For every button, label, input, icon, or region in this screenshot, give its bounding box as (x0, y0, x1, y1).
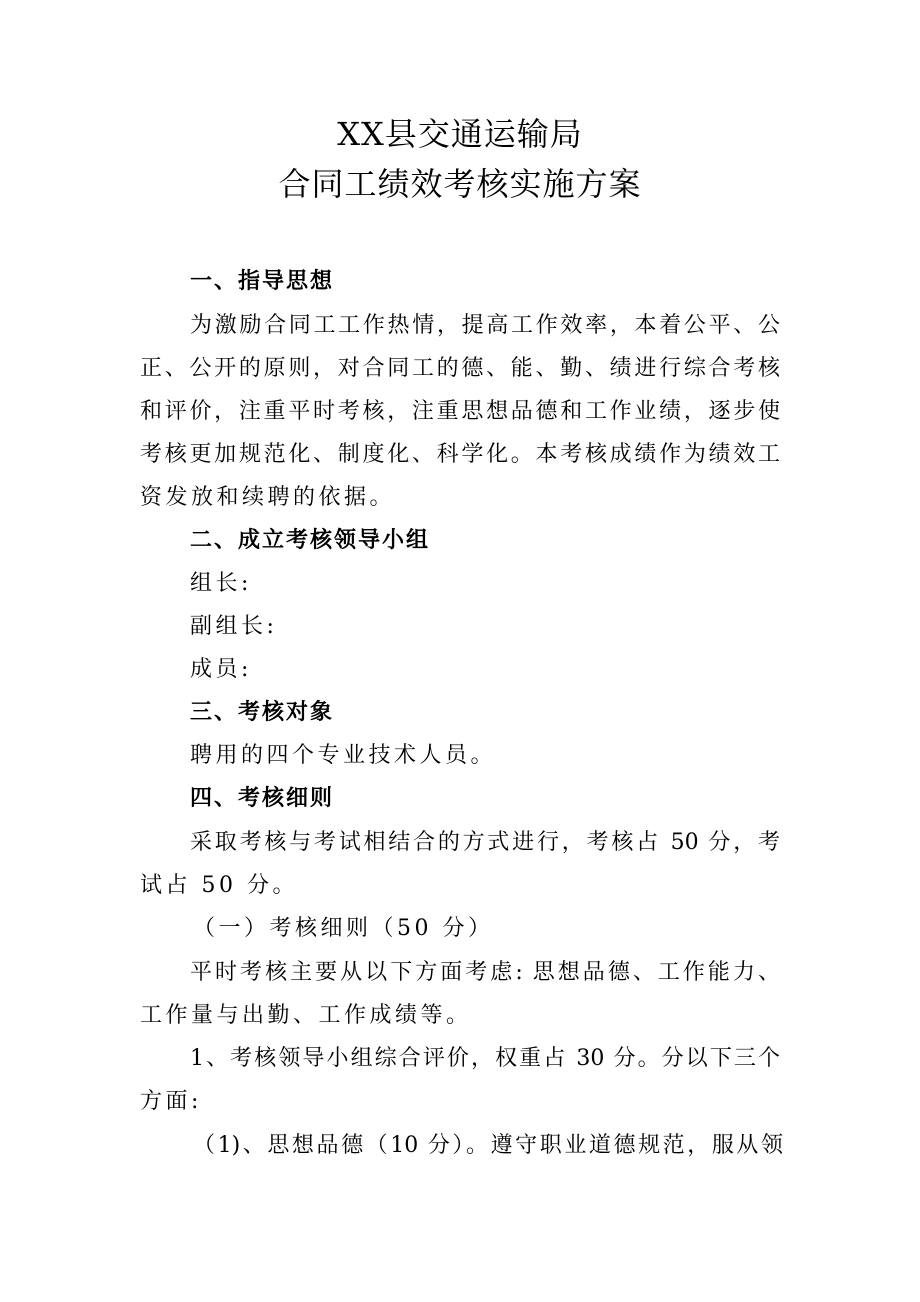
paragraph-line: 试占 50 分。 (140, 873, 298, 898)
members-label: 成员: (190, 657, 252, 682)
paragraph-line: 和评价，注重平时考核，注重思想品德和工作业绩，逐步使 (140, 399, 780, 424)
paragraph-line: 工作量与出勤、工作成绩等。 (140, 1003, 472, 1028)
section-heading-guiding-ideology: 一、指导思想 (190, 269, 335, 294)
paragraph-line: 采取考核与考试相结合的方式进行，考核占 50 分，考 (190, 830, 780, 855)
section-heading-assessment-rules: 四、考核细则 (190, 786, 335, 811)
paragraph-line: 1、考核领导小组综合评价，权重占 30 分。分以下三个 (190, 1046, 780, 1071)
document-title-line-1: XX县交通运输局 (337, 115, 583, 153)
paragraph-line: 资发放和续聘的依据。 (140, 485, 396, 510)
paragraph-line: 平时考核主要从以下方面考虑: 思想品德、工作能力、 (190, 960, 780, 985)
paragraph-line: 正、公开的原则，对合同工的德、能、勤、绩进行综合考核 (140, 356, 780, 381)
deputy-leader-label: 副组长: (190, 614, 278, 639)
subsection-heading: （一）考核细则（50 分） (193, 916, 494, 941)
group-leader-label: 组长: (190, 571, 252, 596)
paragraph-line: 考核更加规范化、制度化、科学化。本考核成绩作为绩效工 (140, 442, 780, 467)
paragraph-line: （1)、思想品德（10 分）。遵守职业道德规范，服从领 (193, 1133, 783, 1158)
paragraph-line: 聘用的四个专业技术人员。 (190, 743, 497, 768)
paragraph-line: 为激励合同工工作热情，提高工作效率，本着公平、公 (190, 313, 780, 338)
paragraph-line: 方面: (140, 1089, 202, 1114)
document-title-line-2: 合同工绩效考核实施方案 (278, 165, 642, 203)
section-heading-assessment-targets: 三、考核对象 (190, 700, 335, 725)
section-heading-leadership-group: 二、成立考核领导小组 (190, 528, 431, 553)
